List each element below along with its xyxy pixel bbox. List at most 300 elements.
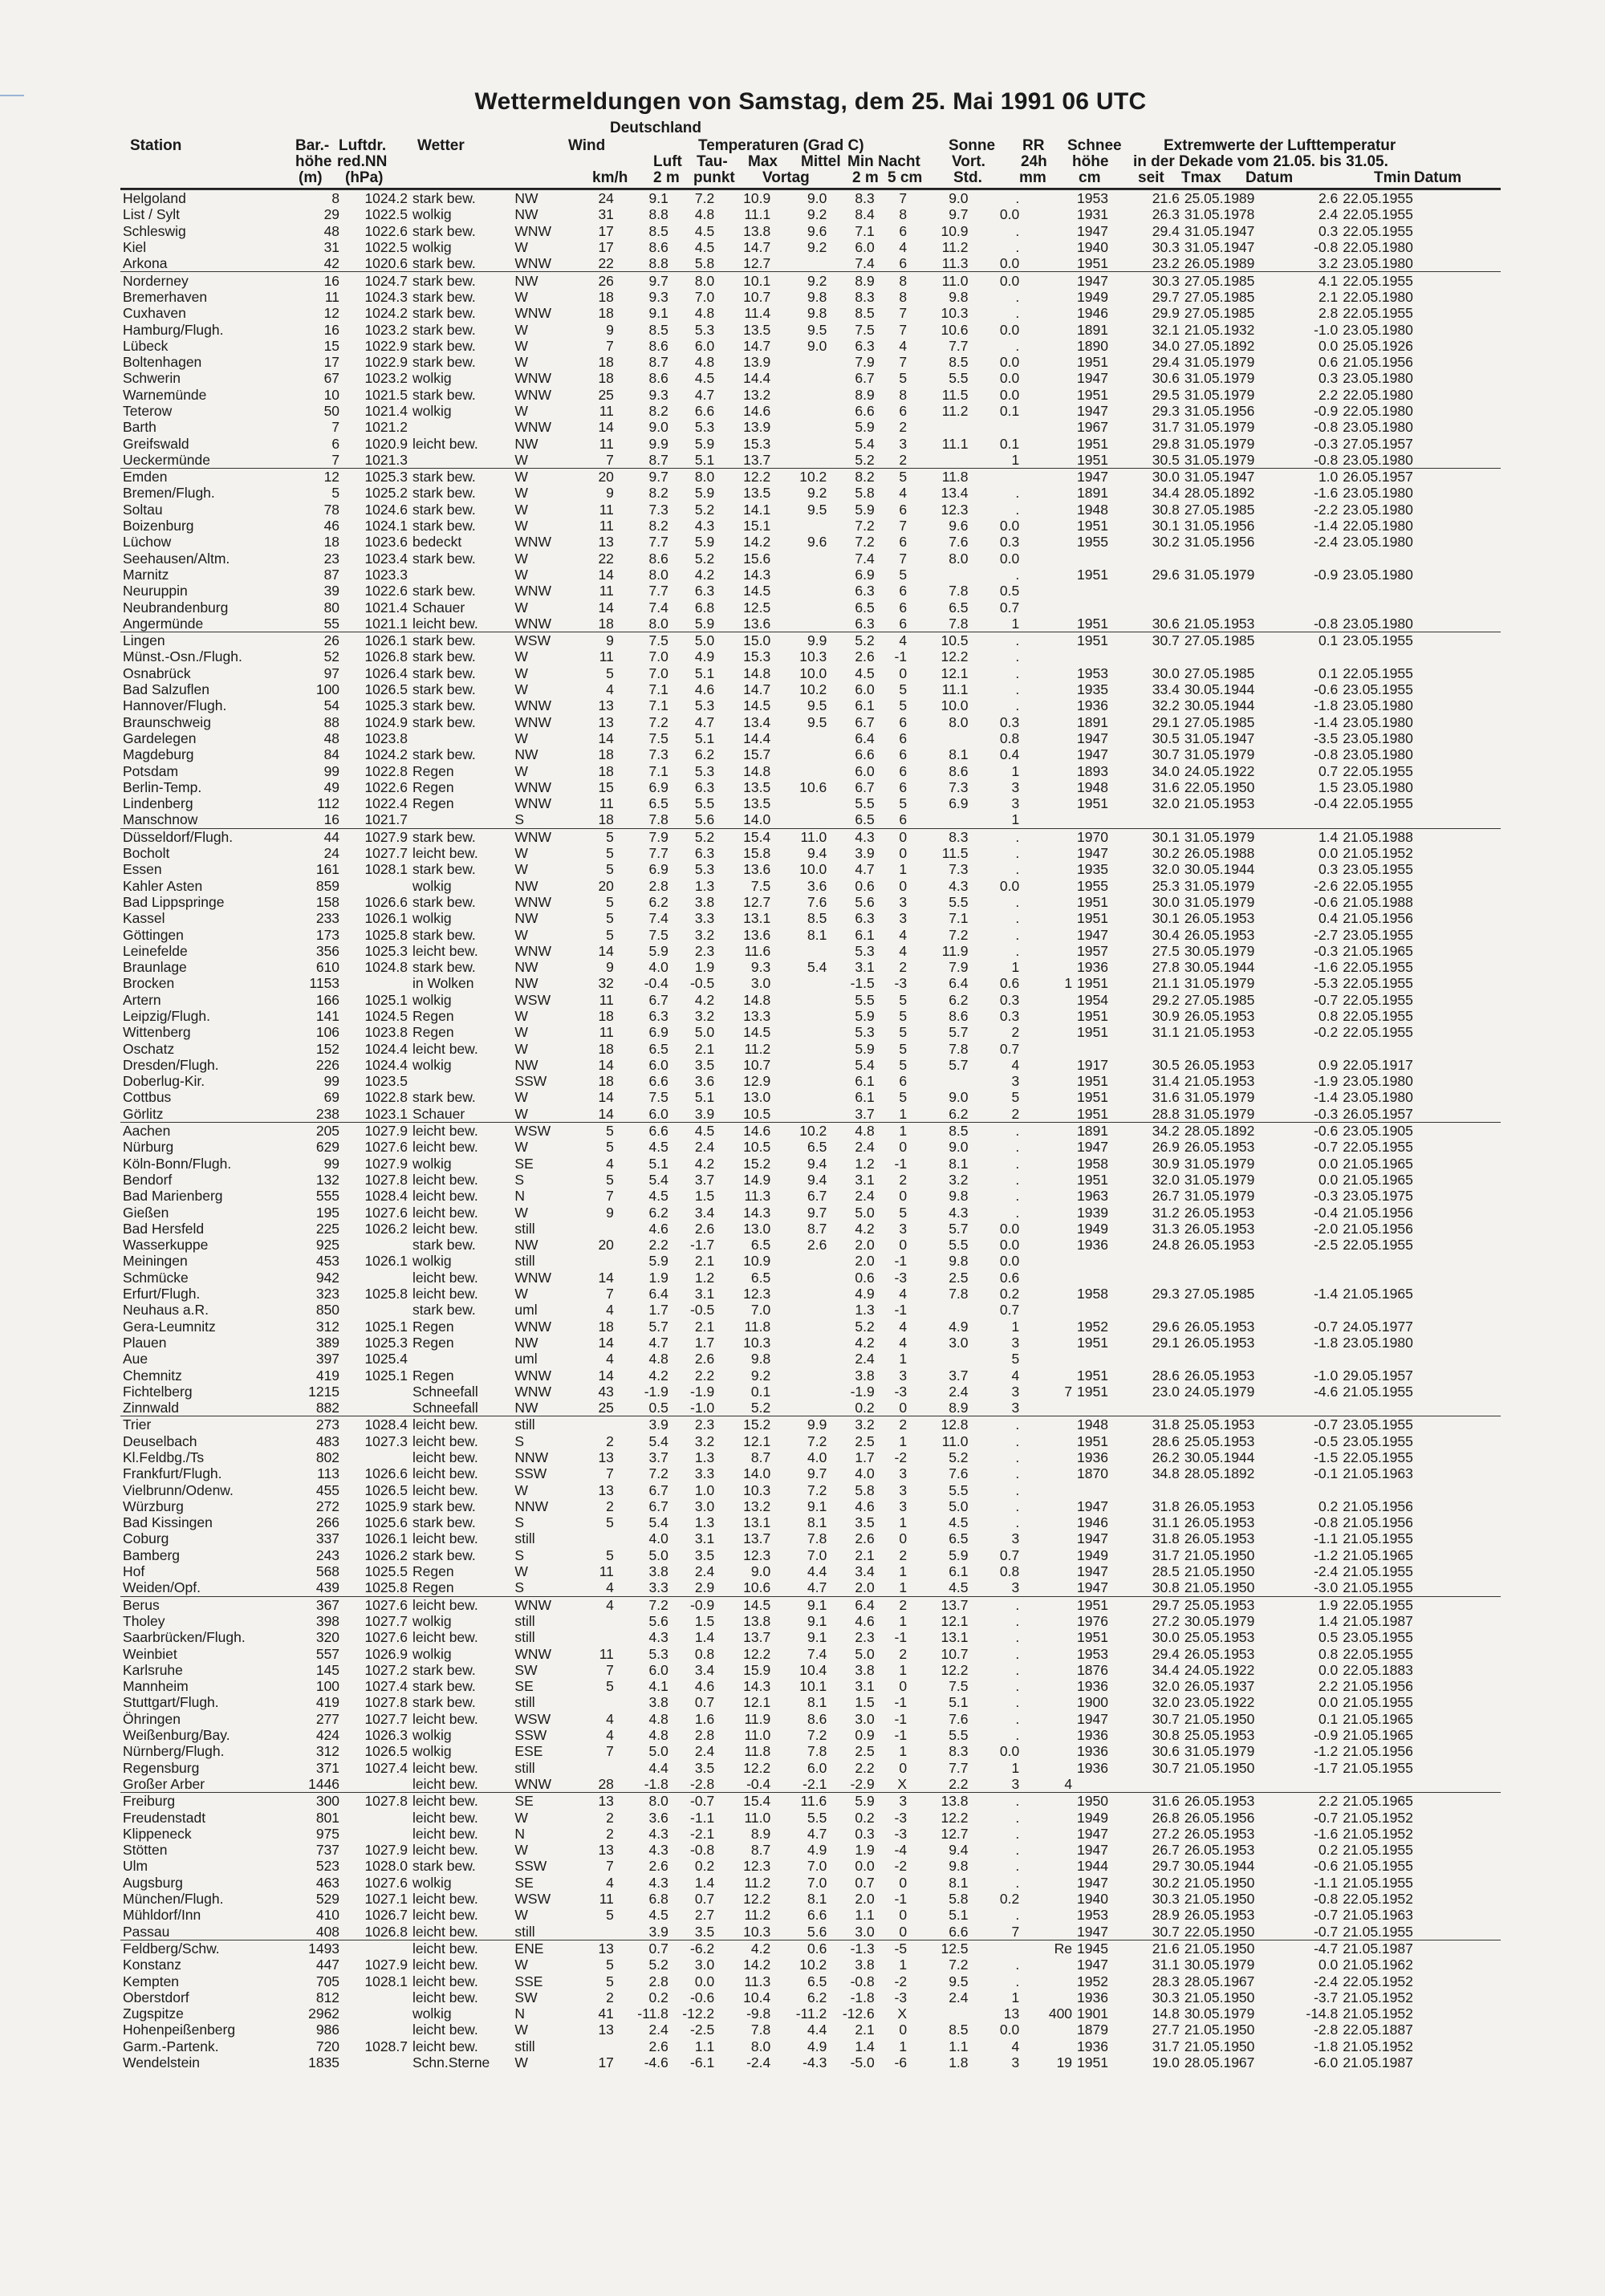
- cell-pressure: 1025.8: [364, 926, 408, 943]
- cell-extreme-since: 1944: [1077, 1858, 1108, 1875]
- cell-extreme-tmax-date: 26.05.1953: [1184, 1514, 1255, 1531]
- cell-wind-speed: 11: [599, 403, 614, 419]
- cell-weather: wolkig: [412, 1743, 452, 1760]
- cell-wind-speed: 18: [598, 1073, 614, 1090]
- cell-sunshine: 8.9: [949, 1400, 969, 1416]
- cell-extreme-tmin-date: 21.05.1988: [1343, 893, 1413, 910]
- cell-extreme-tmax: 29.1: [1152, 1334, 1180, 1351]
- cell-station: München/Flugh.: [123, 1891, 224, 1908]
- cell-extreme-tmax: 31.4: [1152, 1073, 1180, 1090]
- cell-extreme-tmax: 23.0: [1152, 1383, 1180, 1400]
- cell-extreme-tmax-date: [1182, 1481, 1288, 1497]
- cell-temp-air: -1.8: [644, 1775, 668, 1792]
- cell-temp-min-2m: 7.9: [855, 354, 875, 371]
- cell-baro-height: 238: [315, 1105, 340, 1122]
- cell-snow: [1022, 1645, 1075, 1661]
- cell-temp-min-2m: 3.7: [855, 1105, 875, 1122]
- cell-weather: leicht bew.: [412, 1530, 478, 1547]
- cell-snow: [1022, 2022, 1075, 2038]
- cell-weather: stark bew.: [412, 697, 476, 714]
- cell-temp-min-5cm: 7: [899, 518, 908, 534]
- cell-precip: .: [1015, 1155, 1020, 1172]
- cell-weather: Regen: [412, 1318, 454, 1335]
- cell-extreme-since: 1891: [1077, 485, 1108, 502]
- cell-weather: leicht bew.: [412, 2038, 478, 2054]
- cell-extreme-tmin-date: 26.05.1957: [1340, 469, 1501, 486]
- table-row: [120, 370, 1501, 386]
- cell-extreme-tmin: -1.8: [1314, 2038, 1339, 2054]
- cell-extreme-tmax: 30.8: [1152, 1727, 1180, 1744]
- cell-weather: leicht bew.: [412, 1465, 478, 1482]
- cell-extreme-tmax-date: 21.05.1950: [1184, 1989, 1255, 2005]
- cell-temp-air: 4.2: [648, 1367, 668, 1384]
- cell-wind-speed: 5: [606, 1546, 614, 1563]
- cell-extreme-since: 1870: [1077, 1465, 1108, 1482]
- cell-temp-min-5cm: 1: [899, 1351, 908, 1367]
- cell-wind-speed: 31: [598, 206, 614, 223]
- cell-station: Cuxhaven: [123, 305, 186, 322]
- cell-station: Braunlage: [123, 959, 187, 976]
- cell-wind-speed: 9: [606, 959, 614, 976]
- cell-extreme-tmax-date: 27.05.1985: [1182, 632, 1288, 649]
- cell-sunshine: 11.1: [941, 681, 969, 698]
- cell-snow: [1022, 305, 1075, 321]
- cell-extreme-tmax-date: 31.05.1956: [1184, 518, 1255, 534]
- cell-pressure: 1028.1: [364, 1973, 408, 1989]
- cell-station: Schleswig: [123, 222, 186, 239]
- cell-temp-mean: 9.2: [773, 272, 829, 289]
- cell-extreme-since: 1948: [1075, 1416, 1132, 1433]
- cell-extreme-tmin: -1.0: [1314, 321, 1339, 338]
- cell-dew-point: 0.0: [694, 1973, 715, 1989]
- cell-extreme-since: 1947: [1077, 1497, 1108, 1514]
- cell-temp-min-5cm: 7: [899, 305, 908, 322]
- cell-weather: leicht bew.: [412, 1286, 478, 1302]
- cell-dew-point: 5.6: [694, 811, 715, 828]
- cell-sunshine: 10.0: [941, 697, 969, 714]
- cell-wind-speed: 5: [606, 861, 614, 878]
- cell-wind-dir: NW: [514, 877, 538, 894]
- cell-precip: 0.1: [999, 435, 1020, 452]
- cell-precip: 0.7: [999, 1040, 1020, 1057]
- cell-wind-dir: NW: [512, 190, 573, 207]
- cell-baro-height: 312: [315, 1318, 340, 1335]
- table-row: [120, 419, 1501, 435]
- cell-weather: leicht bew.: [410, 1122, 512, 1139]
- cell-station: Zugspitze: [123, 2005, 184, 2022]
- cell-snow: [1022, 1727, 1075, 1743]
- cell-extreme-tmax-date: 31.05.1979: [1182, 828, 1288, 845]
- cell-temp-min-5cm: 0: [899, 877, 908, 894]
- cell-wind-dir: SW: [514, 1989, 538, 2005]
- cell-wind-speed: 5: [606, 926, 614, 943]
- cell-wind-speed: 18: [598, 762, 614, 779]
- cell-extreme-tmin: 2.6: [1287, 190, 1340, 207]
- table-row: [120, 1449, 1501, 1465]
- cell-temp-max: 10.9: [717, 190, 773, 207]
- cell-extreme-tmin: -0.5: [1314, 1432, 1339, 1449]
- cell-weather: stark bew.: [412, 1089, 476, 1106]
- cell-precip: 0.6: [999, 1269, 1020, 1286]
- cell-extreme-tmax-date: 26.05.1989: [1184, 255, 1255, 272]
- cell-snow: [1022, 1073, 1075, 1089]
- cell-snow: [1022, 1875, 1075, 1891]
- cell-wind-speed: 5: [606, 1973, 614, 1989]
- cell-temp-air: 5.4: [648, 1432, 668, 1449]
- cell-sunshine: 8.0: [949, 550, 969, 567]
- cell-wind-dir: NW: [514, 959, 538, 976]
- cell-baro-height: 100: [315, 1678, 340, 1695]
- cell-baro-height: 29: [323, 206, 340, 223]
- cell-station: Meiningen: [123, 1253, 188, 1270]
- cell-extreme-tmin-date: 22.05.1955: [1343, 222, 1413, 239]
- cell-snow: [1022, 681, 1075, 697]
- cell-temp-mean: 4.0: [807, 1449, 827, 1465]
- cell-extreme-since: [1075, 811, 1132, 828]
- cell-temp-min-5cm: -1: [894, 1155, 908, 1172]
- cell-extreme-tmin-date: 23.05.1955: [1343, 1629, 1413, 1646]
- cell-dew-point: 4.6: [694, 681, 715, 698]
- cell-extreme-tmin-date: 21.05.1965: [1343, 1171, 1413, 1188]
- cell-temp-max: 14.5: [743, 1024, 771, 1041]
- cell-precip: .: [1015, 1957, 1020, 1973]
- cell-temp-min-5cm: 2: [899, 1645, 908, 1662]
- table-row: [120, 1008, 1501, 1024]
- cell-extreme-tmax: 26.8: [1152, 1809, 1180, 1826]
- cell-pressure: 1022.5: [364, 239, 408, 256]
- cell-temp-air: 4.0: [648, 959, 668, 976]
- cell-precip: .: [1015, 1449, 1020, 1465]
- table-row: [120, 1286, 1501, 1302]
- cell-extreme-tmin-date: 21.05.1987: [1343, 1612, 1413, 1629]
- cell-station: Norderney: [120, 272, 291, 289]
- cell-baro-height: 132: [315, 1171, 340, 1188]
- cell-extreme-tmax: [1132, 1351, 1182, 1367]
- cell-pressure: 1022.9: [364, 354, 408, 371]
- cell-wind-speed: 7: [606, 1188, 614, 1205]
- hdr-tau: Tau-: [697, 153, 728, 170]
- cell-dew-point: 4.3: [694, 518, 715, 534]
- cell-wind-dir: WNW: [514, 1775, 552, 1792]
- cell-snow: [1022, 502, 1075, 518]
- cell-extreme-tmin: -4.7: [1287, 1940, 1340, 1957]
- cell-dew-point: 3.0: [694, 1497, 715, 1514]
- cell-extreme-tmax-date: 31.05.1979: [1184, 451, 1255, 468]
- cell-wind-dir: W: [514, 1957, 528, 1973]
- cell-extreme-tmax: 30.5: [1152, 729, 1180, 746]
- cell-baro-height: 397: [315, 1351, 340, 1367]
- cell-wind-dir: still: [514, 1694, 535, 1711]
- cell-extreme-tmax: 30.2: [1152, 534, 1180, 551]
- cell-pressure: 1022.6: [364, 778, 408, 795]
- cell-extreme-since: 1951: [1077, 893, 1108, 910]
- cell-extreme-tmin: 0.0: [1318, 1155, 1339, 1172]
- cell-temp-air: 2.2: [648, 1237, 668, 1254]
- table-row: [120, 338, 1501, 354]
- cell-snow: [1022, 551, 1075, 567]
- cell-station: Boltenhagen: [123, 354, 202, 371]
- table-row: [120, 1073, 1501, 1089]
- table-row: [120, 387, 1501, 403]
- table-row: [120, 255, 1501, 272]
- table-row: [120, 1809, 1501, 1825]
- cell-temp-mean: [773, 616, 829, 632]
- cell-wind-dir: NW: [514, 1334, 538, 1351]
- cell-weather: stark bew.: [412, 1302, 476, 1319]
- cell-temp-mean: 5.4: [807, 959, 827, 976]
- cell-weather: leicht bew.: [412, 2022, 478, 2038]
- hdr-rr: RR: [1022, 137, 1045, 154]
- cell-wind-dir: WNW: [514, 1645, 552, 1662]
- cell-weather: stark bew.: [412, 386, 476, 403]
- cell-temp-min-5cm: 3: [899, 1220, 908, 1237]
- cell-dew-point: 3.4: [694, 1661, 715, 1678]
- cell-extreme-tmin: 0.5: [1318, 1629, 1339, 1646]
- cell-extreme-tmin: -1.6: [1314, 1825, 1339, 1842]
- cell-extreme-tmax-date: 21.05.1950: [1184, 1710, 1255, 1727]
- cell-weather: stark bew.: [412, 518, 476, 534]
- cell-precip: 1: [1011, 615, 1020, 632]
- cell-temp-min-5cm: 4: [899, 337, 908, 354]
- cell-temp-air: 2.4: [648, 2022, 668, 2038]
- cell-extreme-tmax-date: 30.05.1944: [1184, 1449, 1255, 1465]
- cell-weather: stark bew.: [412, 354, 476, 371]
- cell-snow: [1022, 403, 1075, 419]
- cell-baro-height: 7: [331, 419, 340, 436]
- cell-temp-min-2m: 0.9: [855, 1727, 875, 1744]
- cell-snow: [1022, 1204, 1075, 1220]
- cell-weather: Schauer: [412, 1105, 465, 1122]
- cell-precip: .: [1015, 1612, 1020, 1629]
- cell-wind-dir: W: [514, 648, 528, 665]
- cell-snow: [1022, 1629, 1075, 1645]
- cell-wind-speed: 4: [606, 1710, 614, 1727]
- cell-station: Zinnwald: [123, 1400, 180, 1416]
- cell-extreme-tmax-date: 31.05.1979: [1184, 435, 1255, 452]
- cell-temp-mean: [773, 551, 829, 567]
- cell-temp-min-2m: 6.4: [829, 1596, 876, 1613]
- cell-temp-air: 6.9: [648, 1024, 668, 1041]
- cell-baro-height: 389: [315, 1334, 340, 1351]
- cell-snow: [1022, 1858, 1075, 1874]
- cell-extreme-since: [1075, 583, 1132, 599]
- cell-wind-dir: still: [514, 1923, 535, 1940]
- cell-station: Großer Arber: [123, 1775, 205, 1792]
- cell-extreme-tmax: 30.5: [1152, 1056, 1180, 1073]
- cell-wind-dir: WSW: [514, 991, 551, 1008]
- cell-extreme-tmin-date: 21.05.1956: [1343, 1220, 1413, 1237]
- cell-extreme-tmin: -0.7: [1314, 1318, 1339, 1335]
- cell-weather: stark bew.: [412, 1497, 476, 1514]
- cell-station: Kassel: [123, 910, 165, 927]
- cell-temp-max: 12.2: [717, 469, 773, 486]
- cell-pressure: 1027.9: [342, 1122, 410, 1139]
- cell-sunshine: 6.1: [949, 1563, 969, 1580]
- cell-extreme-tmax-date: 27.05.1985: [1184, 664, 1255, 681]
- cell-wind-speed: 18: [598, 746, 614, 763]
- cell-temp-mean: [773, 795, 829, 811]
- cell-extreme-tmin: -1.9: [1314, 1073, 1339, 1090]
- table-row: [120, 1711, 1501, 1727]
- cell-wind-speed: 5: [606, 664, 614, 681]
- cell-extreme-tmax-date: 30.05.1944: [1184, 681, 1255, 698]
- table-row: [120, 681, 1501, 697]
- cell-extreme-tmin-date: 21.05.1965: [1343, 1727, 1413, 1744]
- cell-extreme-since: 1917: [1077, 1056, 1108, 1073]
- cell-temp-air: 4.8: [648, 1727, 668, 1744]
- cell-pressure: [342, 1989, 410, 2005]
- cell-station: Kiel: [123, 239, 147, 256]
- cell-dew-point: -0.7: [671, 1793, 717, 1810]
- cell-sunshine: 5.1: [949, 1907, 969, 1924]
- cell-dew-point: 6.6: [694, 403, 715, 419]
- table-row: [120, 861, 1501, 877]
- cell-station: Emden: [120, 469, 291, 486]
- cell-sunshine: 12.7: [941, 1825, 969, 1842]
- cell-temp-min-5cm: 7: [899, 321, 908, 338]
- cell-extreme-tmin-date: [1340, 583, 1501, 599]
- cell-temp-min-5cm: 8: [899, 386, 908, 403]
- cell-extreme-tmin-date: 22.05.1952: [1343, 1891, 1413, 1908]
- cell-weather: Regen: [412, 1007, 454, 1024]
- hdr-luft2m: 2 m: [653, 169, 680, 186]
- cell-pressure: 1027.6: [364, 1629, 408, 1646]
- cell-extreme-tmin: -0.1: [1314, 1465, 1339, 1482]
- hdr-hoehe: höhe: [1072, 153, 1109, 170]
- cell-temp-air: 6.7: [648, 1481, 668, 1498]
- cell-dew-point: 2.4: [694, 1563, 715, 1580]
- cell-temp-min-2m: 2.6: [855, 1530, 875, 1547]
- cell-station: Marnitz: [123, 566, 169, 583]
- cell-weather: leicht bew.: [412, 1040, 478, 1057]
- cell-pressure: 1026.5: [364, 1481, 408, 1498]
- cell-temp-air: 0.5: [648, 1400, 668, 1416]
- cell-temp-min-2m: 7.2: [855, 518, 875, 534]
- table-row: [120, 1351, 1501, 1367]
- cell-precip: .: [1015, 1432, 1020, 1449]
- cell-baro-height: 557: [315, 1645, 340, 1662]
- cell-temp-min-5cm: 1: [877, 1122, 909, 1139]
- cell-extreme-tmin: -0.7: [1314, 1809, 1339, 1826]
- cell-wind-dir: W: [514, 861, 528, 878]
- cell-extreme-tmax-date: 21.05.1950: [1184, 2038, 1255, 2054]
- cell-wind-dir: WNW: [514, 942, 552, 959]
- cell-wind-dir: SSE: [514, 1973, 543, 1989]
- cell-extreme-since: [1075, 551, 1132, 567]
- cell-extreme-tmax: [1132, 648, 1182, 664]
- cell-temp-min-2m: 0.2: [855, 1809, 875, 1826]
- cell-precip: .: [1015, 1825, 1020, 1842]
- cell-wind-speed: [574, 2038, 616, 2054]
- cell-snow: [1022, 1662, 1075, 1678]
- cell-temp-min-5cm: 1: [899, 1579, 908, 1596]
- cell-wind-dir: SW: [514, 1661, 538, 1678]
- cell-extreme-tmax-date: 28.05.1892: [1184, 1465, 1255, 1482]
- cell-wind-speed: 18: [598, 305, 614, 322]
- table-row: [120, 1089, 1501, 1105]
- cell-snow: [1022, 1040, 1075, 1056]
- cell-extreme-tmax-date: 30.05.1944: [1184, 959, 1255, 976]
- cell-temp-min-2m: 6.3: [855, 615, 875, 632]
- cell-temp-min-2m: 0.7: [855, 1874, 875, 1891]
- cell-temp-mean: [773, 354, 829, 370]
- cell-extreme-tmax-date: 26.05.1937: [1184, 1678, 1255, 1695]
- cell-temp-mean: [773, 1318, 829, 1334]
- cell-precip: .: [1015, 239, 1020, 256]
- cell-temp-min-2m: 5.5: [855, 991, 875, 1008]
- cell-precip: 0.8: [999, 729, 1020, 746]
- cell-extreme-tmax: 29.6: [1152, 566, 1180, 583]
- cell-weather: wolkig: [412, 910, 452, 927]
- cell-baro-height: 113: [317, 1465, 340, 1482]
- cell-temp-air: 9.9: [648, 435, 668, 452]
- cell-extreme-tmin: -0.3: [1314, 435, 1339, 452]
- table-row: [120, 1335, 1501, 1351]
- cell-weather: stark bew.: [412, 713, 476, 730]
- cell-weather: leicht bew.: [412, 1907, 478, 1924]
- cell-dew-point: 1.6: [694, 1710, 715, 1727]
- cell-snow: [1022, 321, 1075, 337]
- cell-wind-dir: W: [514, 681, 528, 698]
- cell-dew-point: 5.9: [694, 485, 715, 502]
- cell-extreme-tmin: 0.4: [1318, 910, 1339, 927]
- cell-weather: wolkig: [412, 239, 452, 256]
- cell-precip: .: [971, 1122, 1022, 1139]
- cell-pressure: [342, 1384, 410, 1400]
- cell-precip: .: [1015, 845, 1020, 862]
- cell-temp-mean: 6.5: [807, 1973, 827, 1989]
- cell-temp-max: 13.0: [743, 1220, 771, 1237]
- cell-extreme-since: 1951: [1077, 566, 1108, 583]
- cell-extreme-tmin-date: 23.05.1980: [1343, 615, 1413, 632]
- cell-temp-min-2m: 3.4: [855, 1563, 875, 1580]
- cell-wind-dir: W: [514, 1089, 528, 1106]
- cell-extreme-tmin-date: 21.05.1955: [1343, 1858, 1413, 1875]
- table-row: [120, 1842, 1501, 1858]
- cell-temp-max: 4.2: [717, 1940, 773, 1957]
- cell-extreme-tmin: [1287, 551, 1340, 567]
- cell-baro-height: 568: [315, 1563, 340, 1580]
- cell-extreme-since: 1953: [1077, 664, 1108, 681]
- table-row: [120, 2022, 1501, 2038]
- cell-wind-dir: S: [514, 1579, 525, 1596]
- cell-dew-point: 2.8: [694, 1727, 715, 1744]
- cell-station: Klippeneck: [123, 1825, 192, 1842]
- cell-extreme-tmin-date: 23.05.1955: [1343, 1432, 1413, 1449]
- cell-temp-min-2m: 6.0: [855, 239, 875, 256]
- cell-extreme-tmin: -4.6: [1314, 1383, 1339, 1400]
- cell-wind-speed: 9: [574, 632, 616, 649]
- cell-extreme-tmax-date: 27.05.1985: [1184, 305, 1255, 322]
- cell-extreme-tmin-date: 22.05.1955: [1343, 1024, 1413, 1041]
- cell-temp-min-5cm: 0: [899, 1530, 908, 1547]
- cell-extreme-tmin: -0.7: [1314, 1139, 1339, 1156]
- cell-temp-min-5cm: 4: [877, 632, 909, 649]
- cell-extreme-since: 1947: [1077, 1139, 1108, 1156]
- cell-temp-max: 14.4: [743, 729, 771, 746]
- cell-extreme-tmax-date: 27.05.1985: [1182, 272, 1288, 289]
- cell-dew-point: 3.6: [694, 1073, 715, 1090]
- cell-extreme-since: [1075, 1040, 1132, 1056]
- cell-extreme-since: 1936: [1077, 2038, 1108, 2054]
- cell-extreme-tmax: 30.6: [1152, 615, 1180, 632]
- cell-wind-speed: 2: [606, 1989, 614, 2005]
- cell-extreme-since: 1900: [1077, 1694, 1108, 1711]
- cell-baro-height: 463: [315, 1874, 340, 1891]
- cell-extreme-tmax-date: 27.05.1985: [1184, 288, 1255, 305]
- cell-weather: stark bew.: [410, 469, 512, 486]
- cell-wind-dir: S: [514, 811, 525, 828]
